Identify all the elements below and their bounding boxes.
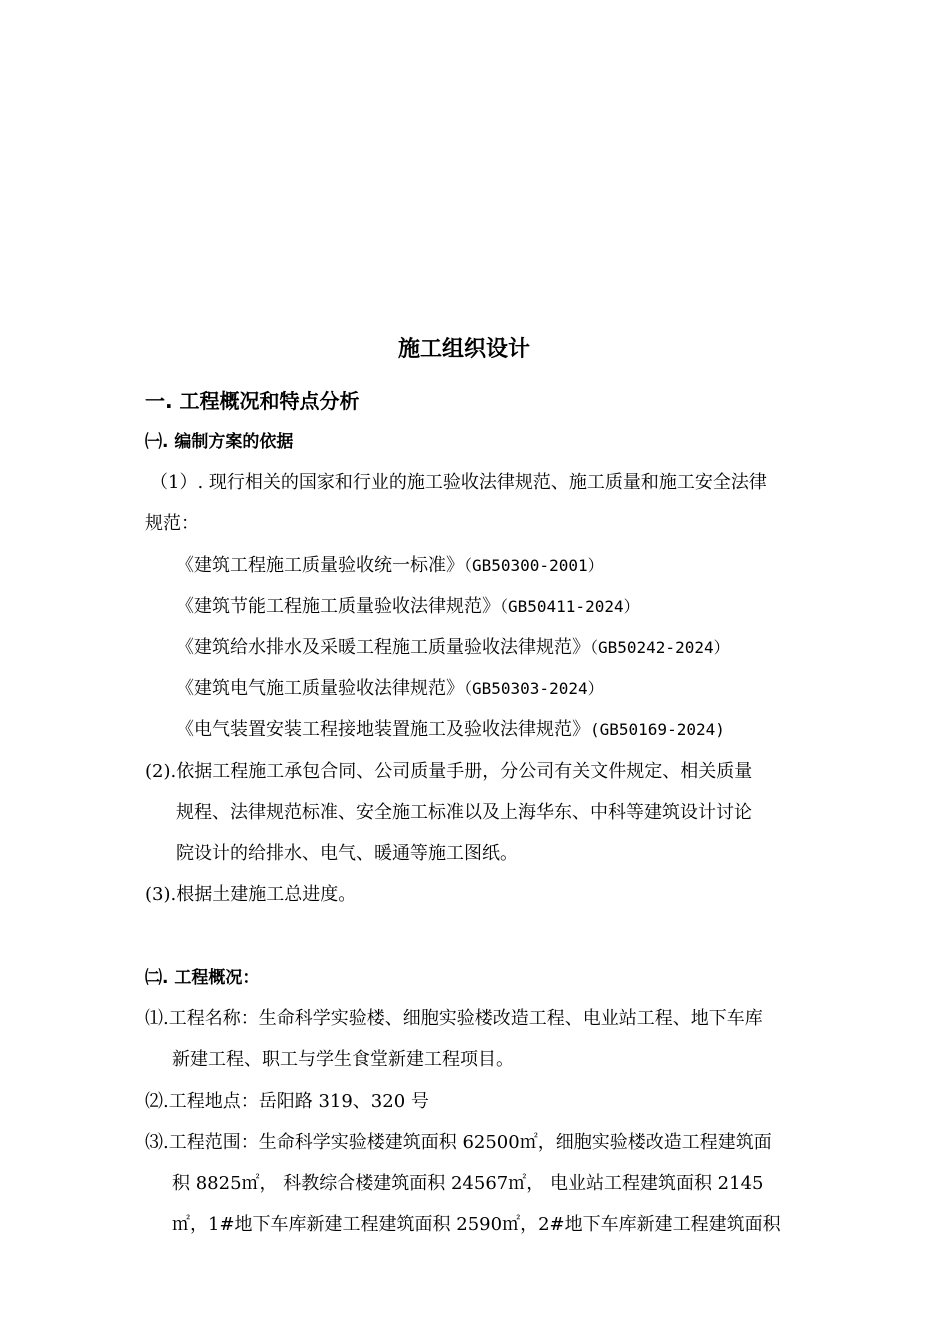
standard-code: （GB50242-2024） (590, 638, 730, 657)
standard-name: 《建筑节能工程施工质量验收法律规范》 (176, 596, 500, 617)
standard-item (176, 595, 640, 619)
standard-code: （GB50411-2024） (500, 597, 640, 616)
standard-item (176, 636, 730, 660)
standard-code: （GB50303-2024） (464, 679, 604, 698)
subsection-heading-basis: ㈠. 编制方案的依据 (145, 432, 294, 452)
basis-item-3: (3).根据土建施工总进度。 (145, 884, 357, 905)
overview-item-3-line-1: ⑶.工程范围：生命科学实验楼建筑面积 62500㎡，细胞实验楼改造工程建筑面 (145, 1132, 772, 1153)
basis-item-1-line-1: （1）. 现行相关的国家和行业的施工验收法律规范、施工质量和施工安全法律 (150, 472, 767, 493)
standard-name: 《建筑电气施工质量验收法律规范》 (176, 678, 464, 699)
overview-item-1-line-2: 新建工程、职工与学生食堂新建工程项目。 (172, 1049, 514, 1070)
standard-item (176, 554, 604, 578)
basis-item-2-line-1: (2).依据工程施工承包合同、公司质量手册，分公司有关文件规定、相关质量 (145, 761, 753, 782)
standard-name: 《建筑给水排水及采暖工程施工质量验收法律规范》 (176, 637, 590, 658)
overview-item-3-line-3: ㎡，1#地下车库新建工程建筑面积 2590㎡，2#地下车库新建工程建筑面积 (172, 1214, 781, 1235)
basis-item-2-line-3: 院设计的给排水、电气、暖通等施工图纸。 (176, 843, 518, 864)
standard-name: 《电气装置安装工程接地装置施工及验收法律规范》 (176, 719, 590, 740)
standard-item (176, 718, 725, 742)
overview-item-2: ⑵.工程地点：岳阳路 319、320 号 (145, 1091, 429, 1112)
standard-item (176, 677, 604, 701)
document-title: 施工组织设计 (398, 337, 531, 362)
overview-item-1-line-1: ⑴.工程名称：生命科学实验楼、细胞实验楼改造工程、电业站工程、地下车库 (145, 1008, 763, 1029)
basis-item-1-line-2: 规范： (145, 513, 199, 534)
section-heading-overview: 一. 工程概况和特点分析 (145, 389, 360, 413)
standard-name: 《建筑工程施工质量验收统一标准》 (176, 555, 464, 576)
standard-code: （GB50300-2001） (464, 556, 604, 575)
standard-code: (GB50169-2024) (590, 720, 725, 739)
subsection-heading-project-overview: ㈡. 工程概况： (145, 968, 260, 988)
overview-item-3-line-2: 积 8825㎡， 科教综合楼建筑面积 24567㎡， 电业站工程建筑面积 2145 (172, 1173, 764, 1194)
basis-item-2-line-2: 规程、法律规范标准、安全施工标准以及上海华东、中科等建筑设计讨论 (176, 802, 752, 823)
